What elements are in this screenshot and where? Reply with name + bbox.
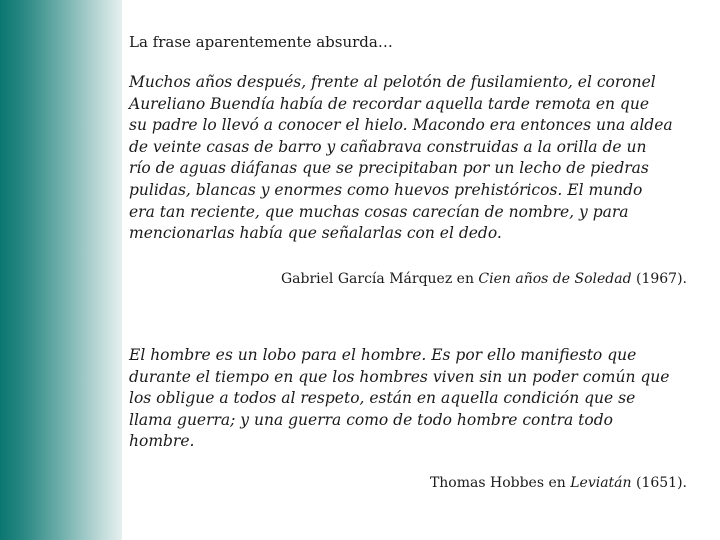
quote-line: pulidas, blancas y enormes como huevos prehistóricos. El mundo [129, 180, 643, 199]
attribution-garcia-marquez [281, 270, 687, 288]
quote-line: Muchos años después, frente al pelotón de fusilamiento, el coronel [129, 73, 656, 91]
quote-line: mencionarlas había que señalarlas con el dedo. [129, 224, 502, 243]
quote-line: río de aguas diáfanas que se precipitaban por un lecho de piedras [129, 159, 649, 178]
quote-line: Aureliano Buendía había de recordar aquella tarde remota en que [129, 94, 649, 113]
quote-line: era tan reciente, que muchas cosas carecían de nombre, y para [129, 202, 629, 221]
quote-line: los obligue a todos al respeto, están en aquella condición que se [129, 389, 636, 408]
attribution-author: Thomas Hobbes en [429, 475, 571, 491]
attribution-year: (1651). [631, 475, 687, 491]
attribution-work-title: Leviatán [570, 475, 632, 491]
quote-garcia-marquez [129, 72, 689, 245]
quote-line: su padre lo llevó a conocer el hielo. Macondo era entonces una aldea [129, 116, 673, 135]
quote-hobbes [129, 345, 689, 453]
quote-line: El hombre es un lobo para el hombre. Es por ello manifiesto que [129, 346, 637, 364]
quote-line: llama guerra; y una guerra como de todo hombre contra todo [129, 410, 613, 429]
quote-line: hombre. [129, 432, 195, 451]
attribution-year: (1967). [631, 271, 687, 287]
quote-line: durante el tiempo en que los hombres viven sin un poder común que [129, 367, 670, 386]
attribution-work-title: Cien años de Soledad [478, 271, 632, 287]
quote-line: de veinte casas de barro y cañabrava construidas a la orilla de un [129, 137, 647, 156]
decorative-side-band [0, 0, 122, 540]
slide-heading: La frase aparentemente absurda… [129, 33, 393, 51]
attribution-hobbes [430, 474, 687, 492]
attribution-author: Gabriel García Márquez en [280, 271, 479, 287]
